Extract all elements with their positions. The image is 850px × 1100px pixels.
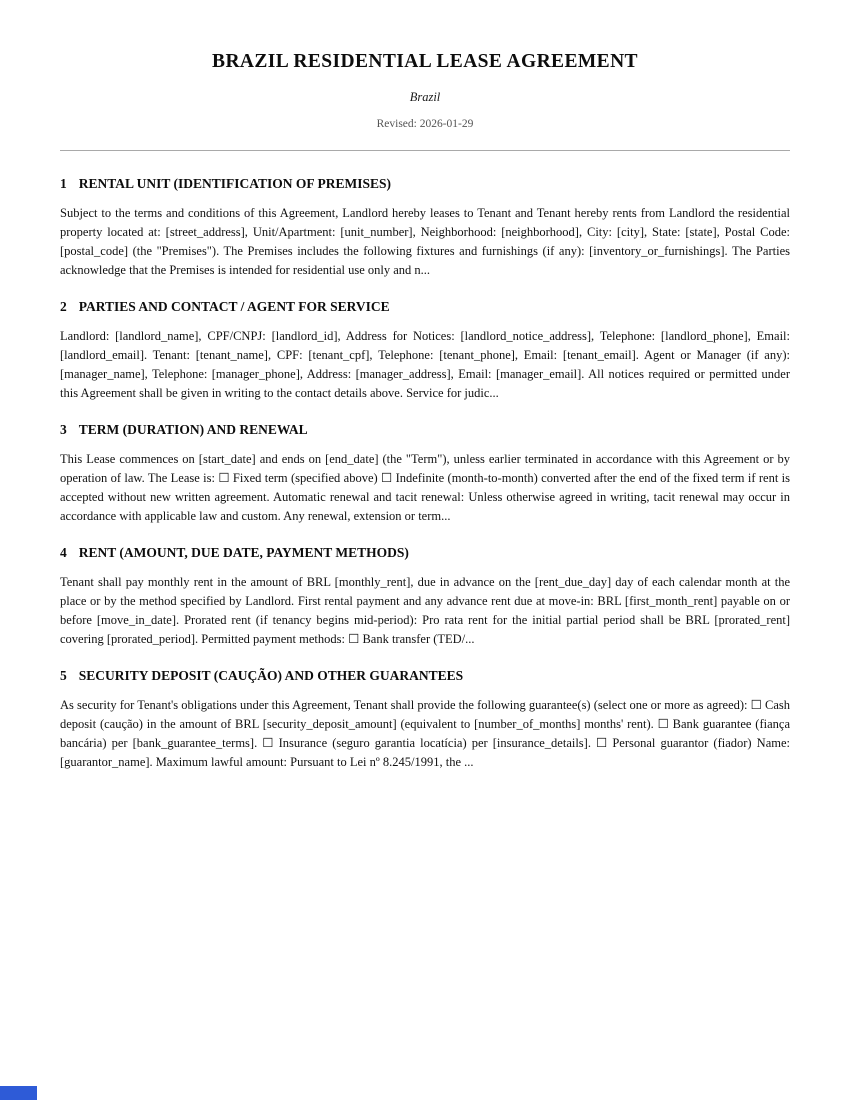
section-number: 3 bbox=[60, 422, 67, 437]
section-heading bbox=[60, 545, 790, 561]
document-title: BRAZIL RESIDENTIAL LEASE AGREEMENT bbox=[212, 51, 638, 72]
section-heading bbox=[60, 422, 790, 438]
section-rental-unit bbox=[60, 176, 790, 280]
section-number: 5 bbox=[60, 668, 67, 683]
bottom-left-blue-marker bbox=[0, 1086, 37, 1100]
section-parties-contact bbox=[60, 299, 790, 403]
document-subtitle: Brazil bbox=[409, 90, 441, 104]
section-title: RENTAL UNIT (IDENTIFICATION OF PREMISES) bbox=[78, 176, 392, 191]
section-body: As security for Tenant's obligations under this Agreement, Tenant shall provide the following guarantee(s) (select one or more as agreed): ☐ Cash deposit (caução) in the amount of BRL [security_deposit_amount] (equivalent to [number_of_months] months' rent). ☐ Bank guarantee (fiança bancária) per [bank_guarantee_terms]. ☐ Insurance (seguro garantia locatícia) per [insurance_details]. ☐ Personal guarantor (fiador) Name: [guarantor_name]. Maximum lawful amount: Pursuant to Lei nº 8.245/1991, the ... bbox=[60, 698, 790, 769]
section-term-renewal bbox=[60, 422, 790, 526]
document-revised-date: Revised: 2026-01-29 bbox=[376, 118, 474, 130]
section-body: Subject to the terms and conditions of this Agreement, Landlord hereby leases to Tenant and Tenant hereby rents from Landlord the residential property located at: [street_address], Unit/Apartment: [unit_number], Neighborhood: [neighborhood], City: [city], State: [state], Postal Code: [postal_code] (the "Premises"). The Premises includes the following fixtures and furnishings (if any): [inventory_or_furnishings]. The Parties acknowledge that the Premises is intended for residential use only and n... bbox=[60, 206, 790, 277]
section-number: 1 bbox=[60, 176, 67, 191]
section-heading bbox=[60, 668, 790, 684]
section-rent bbox=[60, 545, 790, 649]
section-heading bbox=[60, 299, 790, 315]
section-body: This Lease commences on [start_date] and ends on [end_date] (the "Term"), unless earlier terminated in accordance with this Agreement or by operation of law. The Lease is: ☐ Fixed term (specified above) ☐ Indefinite (month-to-month) converted after the end of the fixed term if rent is accepted without new written agreement. Automatic renewal and tacit renewal: Unless otherwise agreed in writing, tacit renewal may occur in accordance with applicable law and custom. Any renewal, extension or term... bbox=[60, 452, 790, 523]
section-body: Landlord: [landlord_name], CPF/CNPJ: [landlord_id], Address for Notices: [landlord_notice_address], Telephone: [landlord_phone], Email: [landlord_email]. Tenant: [tenant_name], CPF: [tenant_cpf], Telephone: [tenant_phone], Email: [tenant_email]. Agent or Manager (if any): [manager_name], Telephone: [manager_phone], Address: [manager_address], Email: [manager_email]. All notices required or permitted under this Agreement shall be given in writing to the contact details above. Service for judic... bbox=[60, 329, 790, 400]
section-heading bbox=[60, 176, 790, 192]
section-number: 2 bbox=[60, 299, 67, 314]
section-title: RENT (AMOUNT, DUE DATE, PAYMENT METHODS) bbox=[78, 545, 409, 560]
section-security-deposit bbox=[60, 668, 790, 772]
section-number: 4 bbox=[60, 545, 67, 560]
section-body: Tenant shall pay monthly rent in the amount of BRL [monthly_rent], due in advance on the [rent_due_day] day of each calendar month at the place or by the method specified by Landlord. First rental payment and any advance rent due at move-in: BRL [first_month_rent] payable on or before [move_in_date]. Prorated rent (if tenancy begins mid-period): Pro rata rent for the initial partial period shall be BRL [prorated_rent] covering [prorated_period]. Permitted payment methods: ☐ Bank transfer (TED/... bbox=[60, 575, 790, 646]
section-title: PARTIES AND CONTACT / AGENT FOR SERVICE bbox=[78, 299, 390, 314]
section-title: SECURITY DEPOSIT (CAUÇÃO) AND OTHER GUARANTEES bbox=[78, 668, 464, 683]
section-title: TERM (DURATION) AND RENEWAL bbox=[78, 422, 308, 437]
title-divider bbox=[60, 150, 790, 151]
